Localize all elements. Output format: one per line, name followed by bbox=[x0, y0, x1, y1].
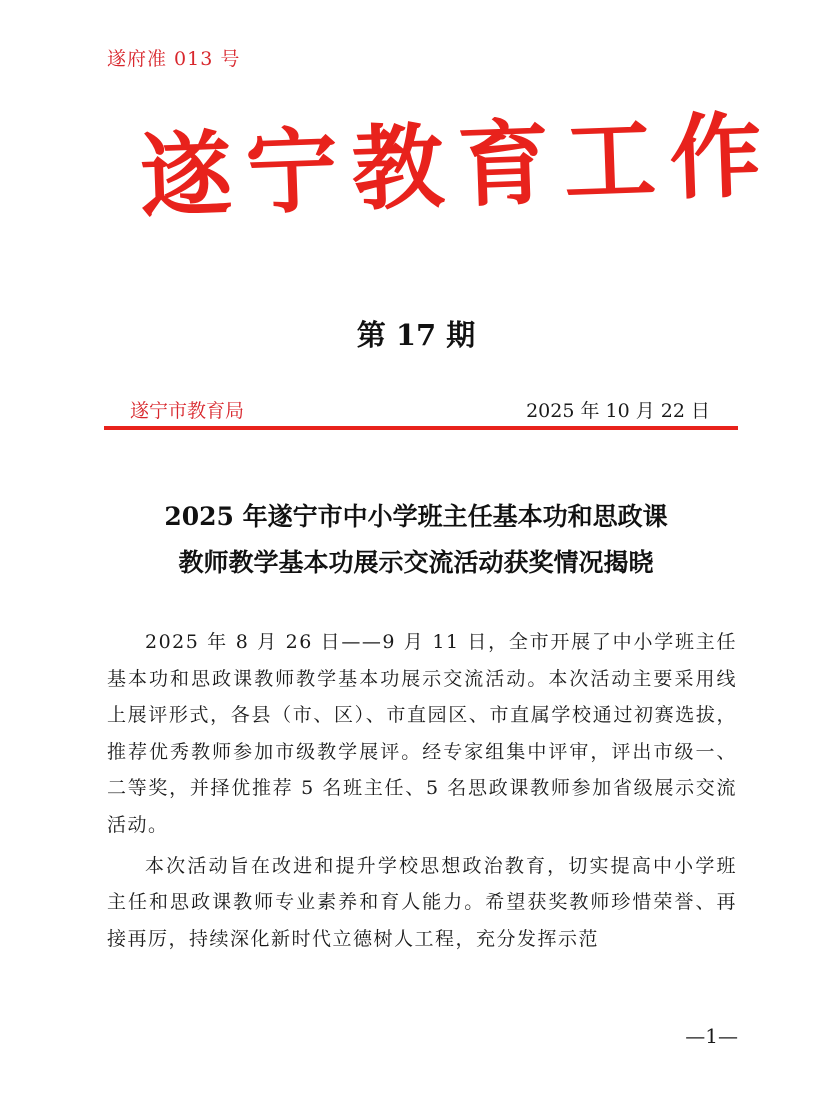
red-divider bbox=[104, 426, 738, 430]
body-paragraph-2: 本次活动旨在改进和提升学校思想政治教育，切实提高中小学班主任和思政课教师专业素养和育人能力。希望获奖教师珍惜荣誉、再接再厉，持续深化新时代立德树人工程，充分发挥示范 bbox=[107, 854, 737, 950]
issue-date: 2025 年 10 月 22 日 bbox=[526, 400, 710, 422]
article-headline bbox=[60, 494, 772, 586]
document-number: 遂府准 013 号 bbox=[107, 48, 241, 70]
article-body bbox=[107, 624, 737, 961]
page-number: —1— bbox=[685, 1024, 738, 1048]
issuer-row bbox=[108, 396, 738, 426]
issuer-name: 遂宁市教育局 bbox=[130, 400, 245, 422]
headline-line-1: 2025 年遂宁市中小学班主任基本功和思政课 bbox=[164, 502, 668, 531]
masthead-title: 遂宁教育工作 bbox=[138, 100, 778, 231]
issue-number: 第 17 期 bbox=[356, 318, 476, 352]
headline-line-2: 教师教学基本功展示交流活动获奖情况揭晓 bbox=[178, 548, 654, 577]
body-paragraph-1: 2025 年 8 月 26 日——9 月 11 日，全市开展了中小学班主任基本功和思政课教师教学基本功展示交流活动。本次活动主要采用线上展评形式，各县（市、区）、市直园区、市直属学校通过初赛选拔，推荐优秀教师参加市级教学展评。经专家组集中评审，评出市级一、二等奖，并择优推荐 5 名班主任、5 名思政课教师参加省级展示交流活动。 bbox=[107, 631, 737, 836]
